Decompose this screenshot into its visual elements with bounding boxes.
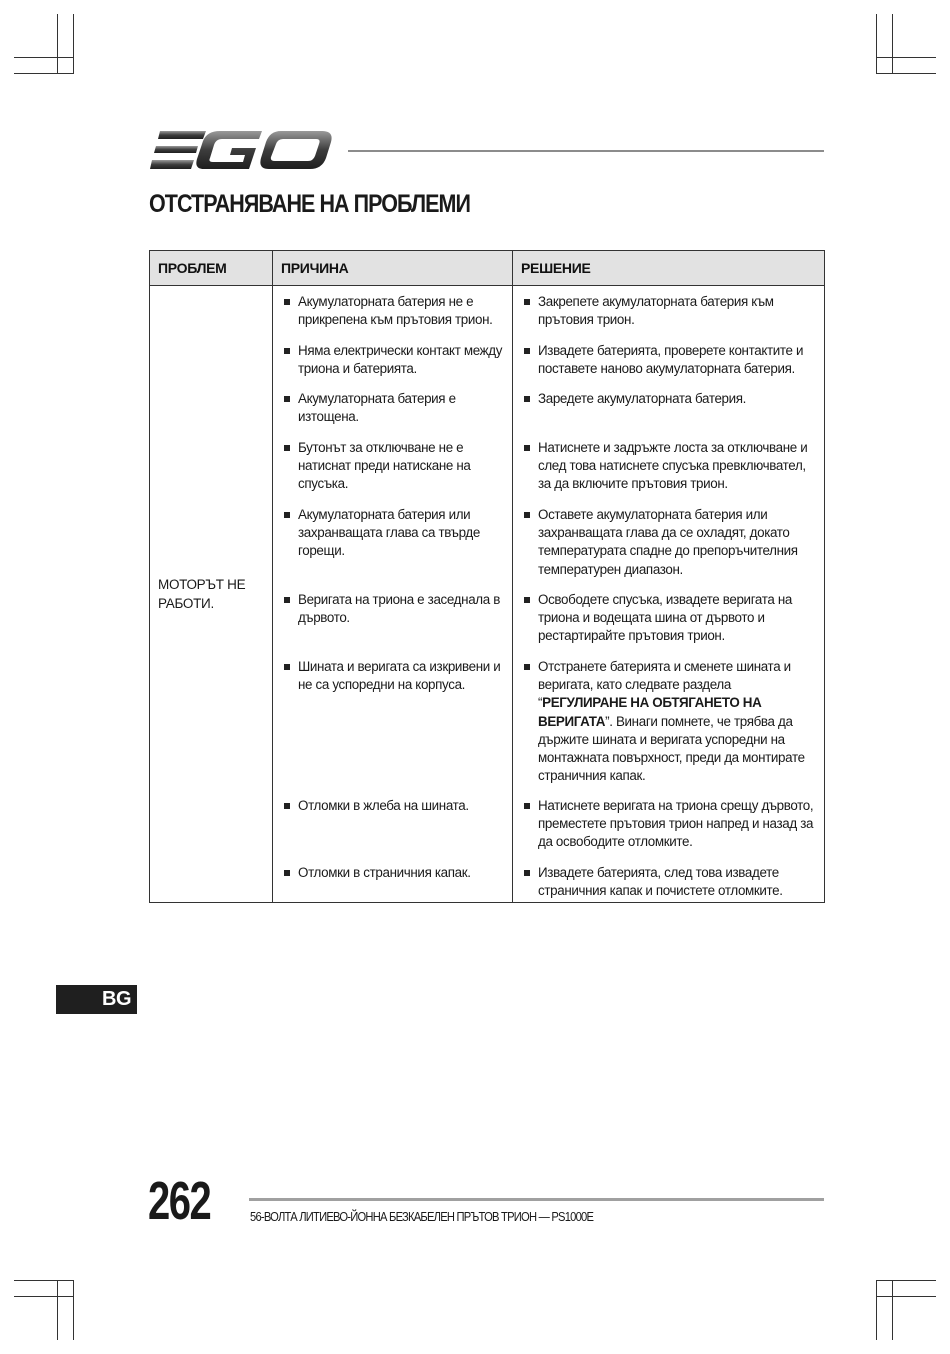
solution-column [513, 286, 825, 903]
troubleshooting-table [149, 250, 825, 903]
solution-item: Оставете акумулаторната батерия или захранващата глава да се охладят, докато температурата спадне до препоръчителния температурен диапазон. [513, 506, 824, 591]
crop-mark [876, 57, 936, 58]
cause-item: Отломки в жлеба на шината. [273, 797, 512, 864]
bullet-square-icon [524, 299, 530, 305]
cause-column [273, 286, 513, 903]
page-number: 262 [148, 1171, 211, 1231]
solution-item: Освободете спусъка, извадете веригата на триона и водещата шина от дървото и рестартирайте прътовия трион. [513, 591, 824, 658]
bullet-square-icon [524, 348, 530, 354]
crop-mark [14, 73, 74, 74]
bullet-square-icon [524, 870, 530, 876]
bullet-square-icon [284, 870, 290, 876]
crop-mark [892, 14, 893, 74]
bullet-square-icon [284, 664, 290, 670]
cause-item: Шината и веригата са изкривени и не са успоредни на корпуса. [273, 658, 512, 797]
bullet-square-icon [284, 396, 290, 402]
solution-item: Заредете акумулаторната батерия. [513, 390, 824, 439]
crop-mark [876, 1280, 877, 1340]
header-problem: ПРОБЛЕМ [150, 251, 273, 286]
problem-label: МОТОРЪТ НЕ РАБОТИ. [158, 577, 246, 611]
crop-mark [876, 14, 877, 74]
crop-mark [876, 1296, 936, 1297]
solution-item: Натиснете веригата на триона срещу дървото, преместете прътовия трион напред и назад за да освободите отломките. [513, 797, 824, 864]
bullet-square-icon [524, 512, 530, 518]
crop-mark [14, 1296, 74, 1297]
bullet-square-icon [524, 803, 530, 809]
page-title: ОТСТРАНЯВАНЕ НА ПРОБЛЕМИ [149, 190, 471, 218]
cause-item: Акумулаторната батерия не е прикрепена към прътовия трион. [273, 293, 512, 342]
header-rule [348, 150, 824, 152]
cause-item: Бутонът за отключване не е натиснат преди натискане на спусъка. [273, 439, 512, 506]
language-tab: BG [56, 985, 137, 1014]
bullet-square-icon [284, 299, 290, 305]
footer-rule [249, 1198, 824, 1201]
bullet-square-icon [524, 664, 530, 670]
solution-item: Извадете батерията, проверете контактите и поставете наново акумулаторната батерия. [513, 342, 824, 390]
bullet-square-icon [284, 512, 290, 518]
problem-cell [150, 286, 273, 903]
crop-mark [14, 1280, 74, 1281]
crop-mark [73, 14, 74, 74]
crop-mark [57, 1280, 58, 1340]
solution-item: Извадете батерията, след това извадете страничния капак и почистете отломките. [513, 864, 824, 902]
header-cause: ПРИЧИНА [273, 251, 513, 286]
crop-mark [57, 14, 58, 74]
solution-item: Закрепете акумулаторната батерия към прътовия трион. [513, 293, 824, 342]
ego-logo [150, 128, 332, 172]
bullet-square-icon [284, 445, 290, 451]
cause-item: Отломки в страничния капак. [273, 864, 512, 902]
bullet-square-icon [524, 597, 530, 603]
cause-item: Веригата на триона е заседнала в дървото. [273, 591, 512, 658]
crop-mark [876, 1280, 936, 1281]
bullet-square-icon [524, 396, 530, 402]
footer-text: 56-ВОЛТА ЛИТИЕВО-ЙОННА БЕЗКАБЕЛЕН ПРЪТОВ ТРИОН — PS1000E [250, 1209, 594, 1224]
crop-mark [73, 1280, 74, 1340]
crop-mark [14, 57, 74, 58]
cause-item: Няма електрически контакт между триона и батерията. [273, 342, 512, 390]
cause-item: Акумулаторната батерия е изтощена. [273, 390, 512, 439]
solution-item: Отстранете батерията и сменете шината и веригата, като следвате раздела “РЕГУЛИРАНЕ НА ОБТЯГАНЕТО НА ВЕРИГАТА”. Винаги помнете, че трябва да държите шината и веригата успоредни на монтажната повърхност, преди да монтирате страничния капак. [513, 658, 824, 797]
header-solution: РЕШЕНИЕ [513, 251, 825, 286]
cause-item: Акумулаторната батерия или захранващата глава са твърде горещи. [273, 506, 512, 591]
bullet-square-icon [284, 597, 290, 603]
crop-mark [876, 73, 936, 74]
solution-item: Натиснете и задръжте лоста за отключване и след това натиснете спусъка превключвател, за да включите прътовия трион. [513, 439, 824, 506]
crop-mark [892, 1280, 893, 1340]
bullet-square-icon [284, 348, 290, 354]
bullet-square-icon [284, 803, 290, 809]
bullet-square-icon [524, 445, 530, 451]
